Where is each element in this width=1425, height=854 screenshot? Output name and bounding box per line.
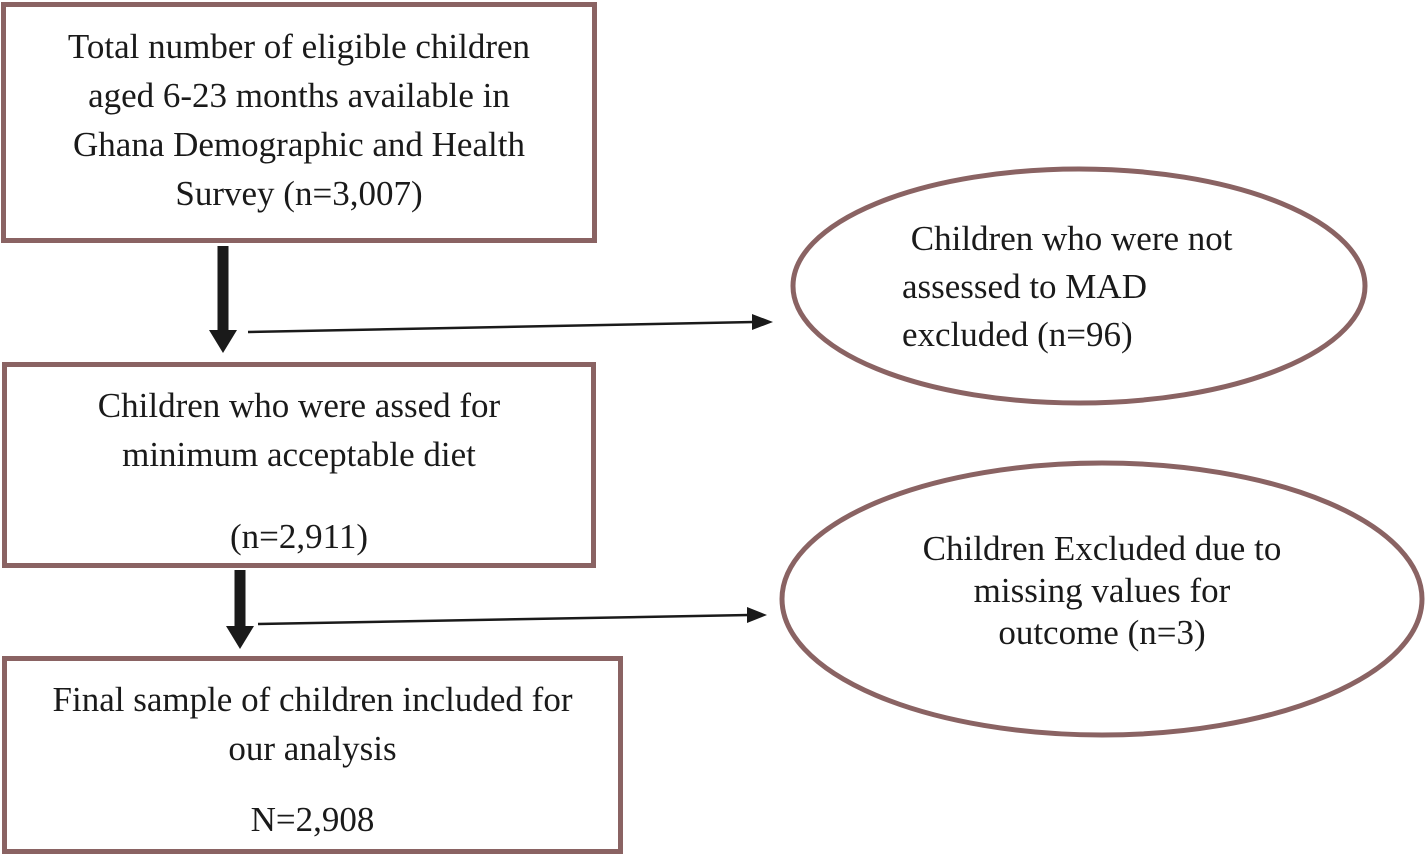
step1-line-2: aged 6-23 months available in (88, 76, 510, 115)
step-box-assessed-children (2, 362, 596, 568)
step-box-final-sample (2, 656, 623, 854)
side-arrow-1-line (248, 322, 754, 332)
step1-line-4: Survey (n=3,007) (175, 174, 423, 213)
step3-count: N=2,908 (250, 800, 375, 839)
exclusion1-line-1: Children who were not (902, 219, 1233, 258)
down-arrow-2-head (226, 626, 254, 649)
exclusion1-line-2: assessed to MAD (902, 267, 1147, 306)
step1-line-1: Total number of eligible children (67, 27, 531, 66)
step3-line-1: Final sample of children included for (52, 680, 573, 719)
step2-line-1: Children who were assed for (97, 386, 501, 425)
exclusion2-line-1: Children Excluded due to (922, 529, 1282, 568)
step3-line-2: our analysis (228, 729, 397, 768)
step-box-eligible-children (1, 2, 597, 243)
exclusion-text-not-assessed (902, 215, 1322, 359)
down-arrow-1-head (209, 330, 237, 353)
exclusion-text-missing-values (860, 528, 1344, 654)
side-arrow-1-head (752, 314, 773, 330)
step2-line-2: minimum acceptable diet (122, 435, 476, 474)
step1-line-3: Ghana Demographic and Health (73, 125, 525, 164)
exclusion2-line-2: missing values for (973, 571, 1231, 610)
exclusion2-line-3: outcome (n=3) (998, 613, 1206, 652)
side-arrow-2-head (747, 607, 767, 623)
exclusion1-line-3: excluded (n=96) (902, 315, 1133, 354)
step2-count: (n=2,911) (229, 517, 368, 556)
side-arrow-2-line (258, 615, 749, 624)
